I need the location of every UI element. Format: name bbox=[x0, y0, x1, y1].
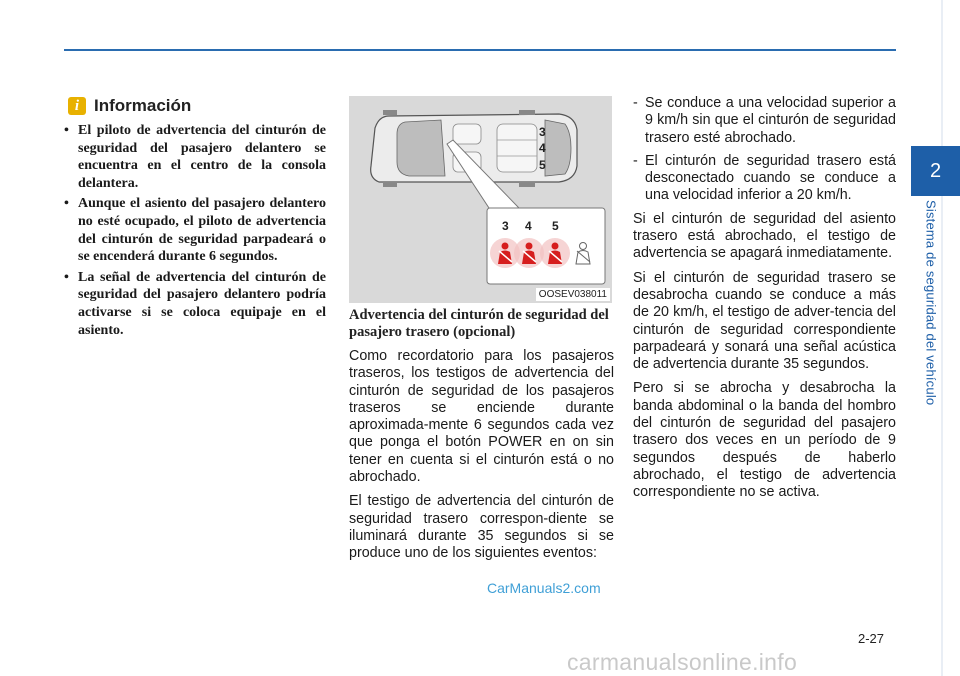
paragraph: Como recordatorio para los pasajeros traseros, los testigos de advertencia del cinturón de seguridad de los pasajeros traseros se enciende durante aproximada-mente 6 segundos cada vez que ponga el botón POWER en on sin tener en cuenta si el cinturón está o no abrochado. bbox=[349, 348, 614, 486]
car-number-3: 3 bbox=[539, 125, 546, 139]
section-title: Advertencia del cinturón de seguridad del pasajero trasero (opcional) bbox=[349, 307, 609, 340]
seatbelt-warning-icon bbox=[540, 238, 570, 268]
paragraph: Si el cinturón de seguridad del asiento trasero está abrochado, el testigo de advertencia se apagará inmediatamente. bbox=[633, 210, 896, 262]
warning-panel bbox=[487, 208, 605, 284]
condition-item: - Se conduce a una velocidad superior a 9 km/h sin que el cinturón de seguridad trasero esté abrochado. bbox=[633, 95, 896, 147]
paragraph: Pero si se abrocha y desabrocha la banda abdominal o la banda del hombro del cinturón de seguridad del pasajero trasero dos veces en un período de 9 segundos después de haberlo abrochado, el testigo de advertencia correspondiente no se activa. bbox=[633, 380, 896, 501]
paragraph: Si el cinturón de seguridad trasero se desabrocha cuando se conduce a más de 20 km/h, el testigo de adver-tencia del cinturón de seguridad correspondiente parpadeará y sonará una señal acústica de advertencia durante 35 segundos. bbox=[633, 269, 896, 373]
car-top-view-illustration bbox=[349, 96, 612, 303]
panel-number-4: 4 bbox=[525, 219, 532, 233]
car-seat-numbers bbox=[539, 125, 546, 172]
info-header bbox=[68, 96, 191, 116]
panel-number-3: 3 bbox=[502, 219, 509, 233]
conditions-column bbox=[633, 95, 896, 509]
paragraph: El testigo de advertencia del cinturón de seguridad trasero correspon-diente se iluminará durante 35 segundos si se produce uno de los siguientes eventos: bbox=[349, 493, 614, 562]
info-bullet: • Aunque el asiento del pasajero delantero no esté ocupado, el piloto de advertencia del cinturón de seguridad parpadeará o se encenderá durante 6 segundos. bbox=[62, 195, 326, 265]
car-number-5: 5 bbox=[539, 158, 546, 172]
chapter-title: Sistema de seguridad del vehículo bbox=[923, 200, 939, 406]
info-bullet: • El piloto de advertencia del cinturón de seguridad del pasajero delantero se encuentra en el centro de la consola delantera. bbox=[62, 122, 326, 192]
info-icon: i bbox=[68, 97, 86, 115]
info-bullet: • La señal de advertencia del cinturón de seguridad del pasajero delantero podría activarse si se coloca equipaje en el asiento. bbox=[62, 269, 326, 339]
panel-number-5: 5 bbox=[552, 219, 559, 233]
page-number: 2-27 bbox=[858, 631, 885, 646]
figure-code: OOSEV038011 bbox=[536, 288, 610, 301]
chapter-tab[interactable]: 2 bbox=[911, 146, 960, 196]
car-number-4: 4 bbox=[539, 141, 546, 155]
info-title: Información bbox=[94, 96, 192, 115]
seatbelt-figure bbox=[349, 96, 612, 303]
seatbelt-warning-icon bbox=[514, 238, 544, 268]
condition-item: - El cinturón de seguridad trasero está desconectado cuando se conduce a una velocidad inferior a 20 km/h. bbox=[633, 153, 896, 205]
footer-watermark[interactable]: carmanualsonline.info bbox=[567, 649, 798, 675]
section-column bbox=[349, 307, 614, 570]
info-column bbox=[62, 122, 326, 342]
watermark-link[interactable]: CarManuals2.com bbox=[487, 580, 601, 596]
header-rule bbox=[64, 49, 896, 51]
